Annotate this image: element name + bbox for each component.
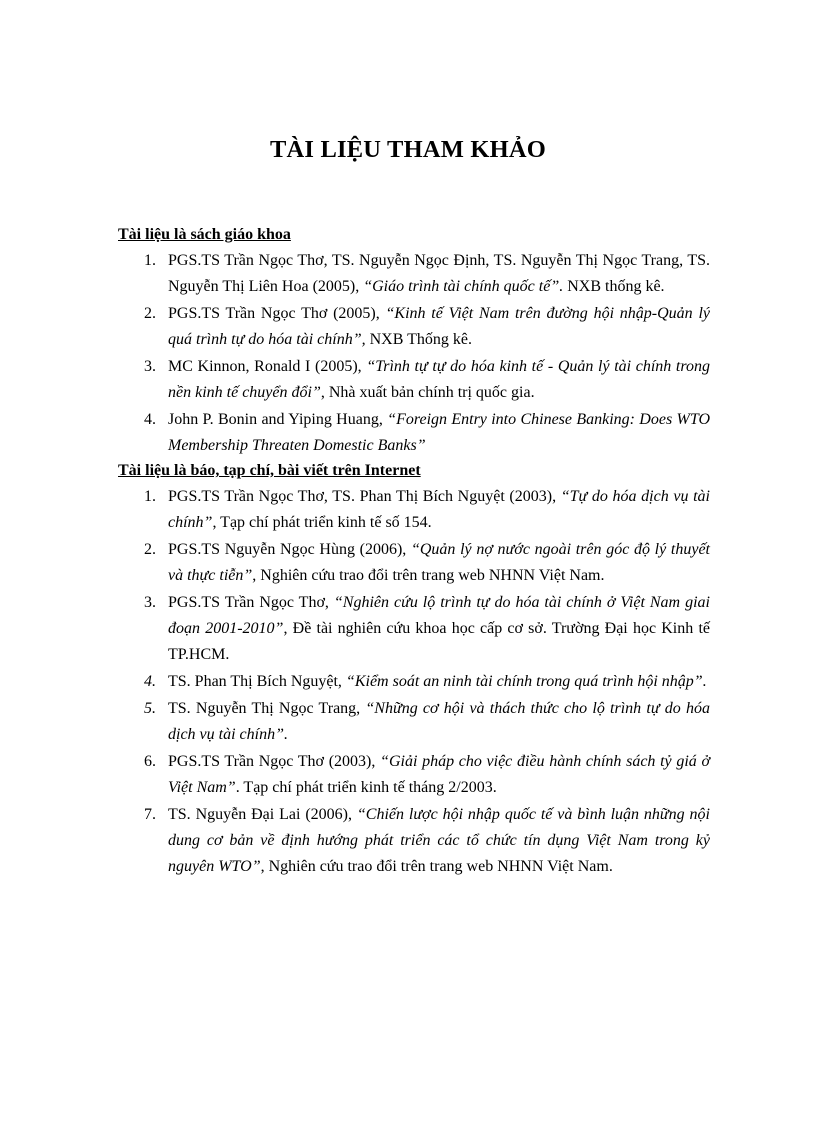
item-authors: MC Kinnon, Ronald I (2005), bbox=[168, 358, 367, 375]
item-number: 3. bbox=[144, 358, 156, 375]
item-publisher: , Nhà xuất bản chính trị quốc gia. bbox=[320, 384, 535, 401]
reference-list-articles bbox=[118, 484, 710, 880]
section-heading-textbooks: Tài liệu là sách giáo khoa bbox=[118, 226, 291, 243]
item-publisher: , Nghiên cứu trao đổi trên trang web NHNN Việt Nam. bbox=[252, 567, 605, 584]
item-number: 3. bbox=[144, 594, 156, 611]
item-number: 2. bbox=[144, 305, 156, 322]
item-number: 5. bbox=[144, 700, 156, 717]
page-title: TÀI LIỆU THAM KHẢO bbox=[269, 136, 547, 163]
item-title: “Trình tự tự do hóa kinh tế - Quản lý tài chính trong nền kinh tế chuyển đổi” bbox=[168, 358, 711, 401]
item-authors: TS. Phan Thị Bích Nguyệt, bbox=[168, 673, 346, 690]
item-title: “Những cơ hội và thách thức cho lộ trình tự do hóa dịch vụ tài chính”. bbox=[168, 700, 711, 743]
item-number: 4. bbox=[144, 411, 156, 428]
reference-item bbox=[118, 802, 710, 880]
reference-item bbox=[118, 696, 710, 748]
item-publisher: , Nghiên cứu trao đổi trên trang web NHNN Việt Nam. bbox=[260, 858, 613, 875]
item-authors: John P. Bonin and Yiping Huang, bbox=[168, 411, 388, 428]
item-number: 2. bbox=[144, 541, 156, 558]
item-number: 1. bbox=[144, 488, 156, 505]
item-number: 7. bbox=[144, 806, 156, 823]
reference-item bbox=[118, 248, 710, 300]
reference-item bbox=[118, 669, 710, 695]
item-publisher: NXB Thống kê. bbox=[365, 331, 472, 348]
item-title: “Chiến lược hội nhập quốc tế và bình luận những nội dung cơ bản về định hướng phát triển các tổ chức tín dụng Việt Nam trong kỷ nguyên WTO” bbox=[168, 806, 711, 875]
item-authors: PGS.TS Trần Ngọc Thơ, bbox=[168, 594, 334, 611]
item-title: “Kinh tế Việt Nam trên đường hội nhập-Quản lý quá trình tự do hóa tài chính”, bbox=[168, 305, 710, 348]
references-content bbox=[118, 224, 710, 881]
item-authors: TS. Nguyễn Đại Lai (2006), bbox=[168, 806, 357, 823]
item-publisher: , Đề tài nghiên cứu khoa học cấp cơ sở. Trường Đại học Kinh tế TP.HCM. bbox=[168, 620, 710, 663]
item-title: “Tự do hóa dịch vụ tài chính” bbox=[168, 488, 711, 531]
reference-item bbox=[118, 354, 710, 406]
item-title: “Giải pháp cho việc điều hành chính sách tỷ giá ở Việt Nam” bbox=[168, 753, 710, 796]
item-title: “Kiểm soát an ninh tài chính trong quá trình hội nhập”. bbox=[345, 673, 707, 690]
reference-item bbox=[118, 590, 710, 668]
item-number: 1. bbox=[144, 252, 156, 269]
item-authors: PGS.TS Trần Ngọc Thơ, TS. Nguyễn Ngọc Định, TS. Nguyễn Thị Ngọc Trang, TS. Nguyễn Thị Liên Hoa (2005), bbox=[168, 252, 710, 295]
item-publisher: NXB thống kê. bbox=[563, 278, 665, 295]
item-number: 6. bbox=[144, 753, 156, 770]
item-authors: PGS.TS Trần Ngọc Thơ, TS. Phan Thị Bích Nguyệt (2003), bbox=[168, 488, 561, 505]
item-title: “Foreign Entry into Chinese Banking: Does WTO Membership Threaten Domestic Banks” bbox=[168, 411, 710, 454]
reference-item bbox=[118, 407, 710, 459]
reference-item bbox=[118, 484, 710, 536]
item-authors: PGS.TS Nguyễn Ngọc Hùng (2006), bbox=[168, 541, 411, 558]
item-number: 4. bbox=[144, 673, 156, 690]
item-authors: TS. Nguyễn Thị Ngọc Trang, bbox=[168, 700, 366, 717]
section-heading-articles: Tài liệu là báo, tạp chí, bài viết trên Internet bbox=[118, 462, 421, 479]
item-publisher: . Tạp chí phát triển kinh tế tháng 2/2003. bbox=[235, 779, 497, 796]
item-title: “Giáo trình tài chính quốc tế”. bbox=[363, 278, 564, 295]
reference-item bbox=[118, 537, 710, 589]
item-publisher: , Tạp chí phát triển kinh tế số 154. bbox=[212, 514, 432, 531]
item-authors: PGS.TS Trần Ngọc Thơ (2003), bbox=[168, 753, 381, 770]
item-title: “Quản lý nợ nước ngoài trên góc độ lý thuyết và thực tiễn” bbox=[168, 541, 710, 584]
reference-item bbox=[118, 301, 710, 353]
reference-item bbox=[118, 749, 710, 801]
item-title: “Nghiên cứu lộ trình tự do hóa tài chính ở Việt Nam giai đoạn 2001-2010” bbox=[168, 594, 710, 637]
item-authors: PGS.TS Trần Ngọc Thơ (2005), bbox=[168, 305, 386, 322]
reference-list-textbooks bbox=[118, 248, 710, 459]
